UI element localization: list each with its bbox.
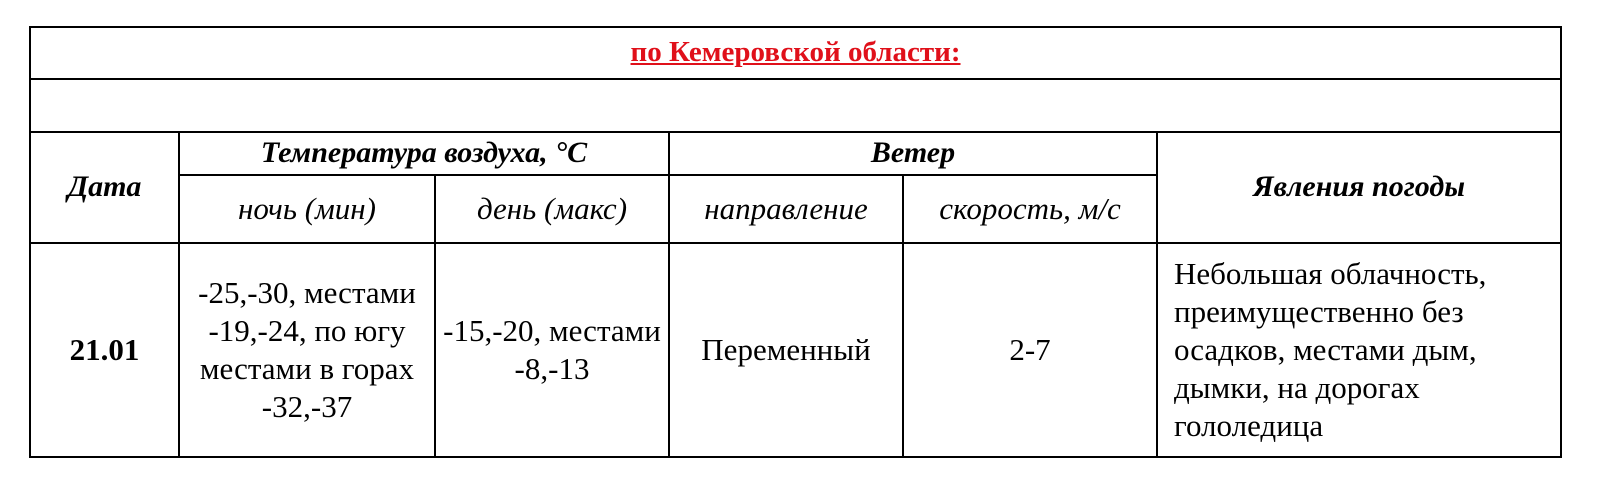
header-day: день (макс) [435,175,669,243]
header-phenomena: Явления погоды [1157,132,1561,243]
header-temperature: Температура воздуха, °С [179,132,669,175]
header-speed: скорость, м/с [903,175,1157,243]
cell-day-temp: -15,-20, местами -8,-13 [435,243,669,457]
header-night: ночь (мин) [179,175,435,243]
header-wind: Ветер [669,132,1157,175]
cell-wind-direction: Переменный [669,243,903,457]
cell-night-temp: -25,-30, местами -19,-24, по югу местами в горах -32,-37 [179,243,435,457]
region-title: по Кемеровской области: [30,27,1561,79]
blank-cell [30,79,1561,132]
cell-date: 21.01 [30,243,179,457]
forecast-table [29,26,1562,458]
header-direction: направление [669,175,903,243]
table-row [30,243,1561,457]
title-row [30,27,1561,79]
header-date: Дата [30,132,179,243]
blank-row [30,79,1561,132]
cell-wind-speed: 2-7 [903,243,1157,457]
header-row-top [30,132,1561,175]
cell-phenomena: Небольшая облачность, преимущественно без осадков, местами дым, дымки, на дорогах гололедица [1157,243,1561,457]
